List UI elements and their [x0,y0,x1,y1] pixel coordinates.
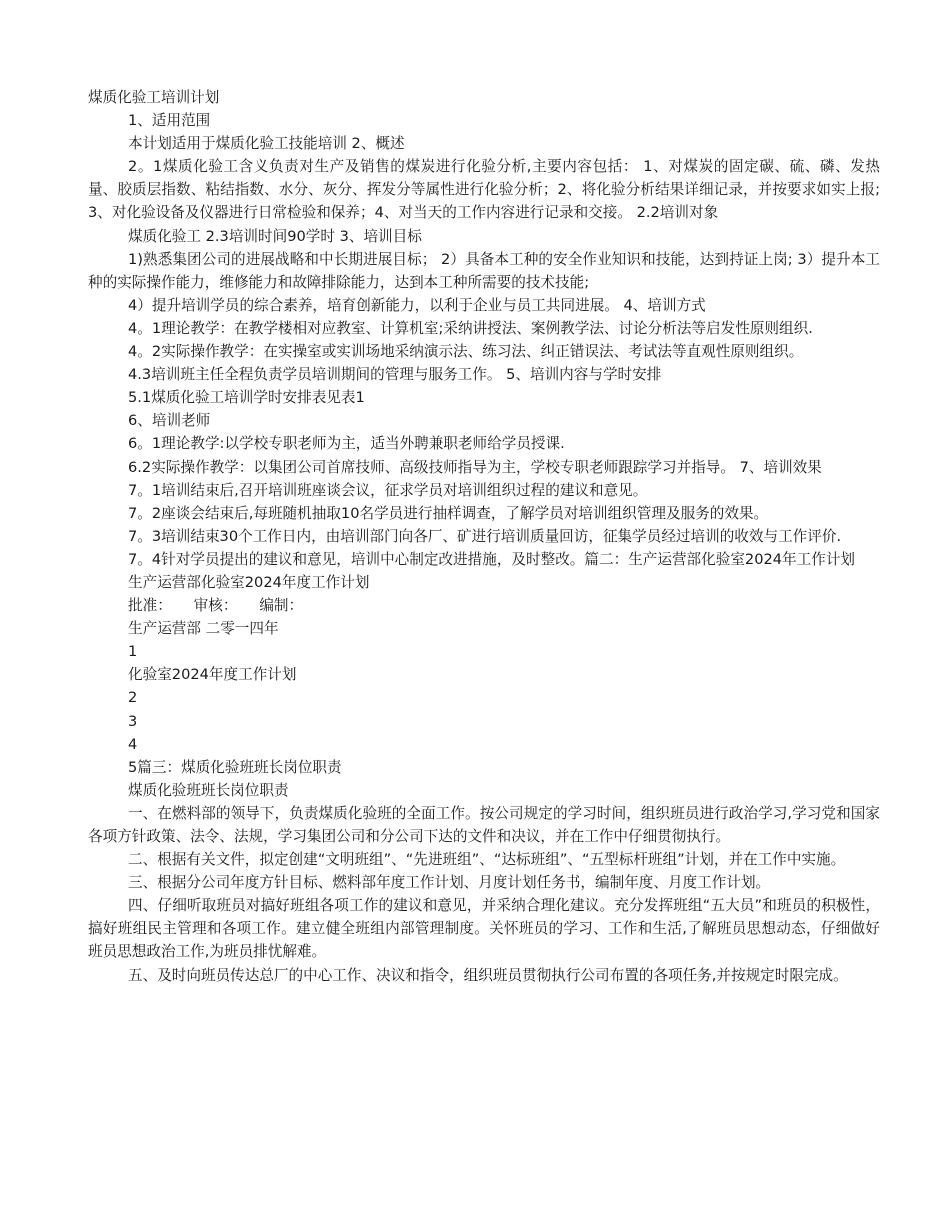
paragraph: 7。1培训结束后,召开培训班座谈会议，征求学员对培训组织过程的建议和意见。 [128,481,648,499]
paragraph: 4）提升培训学员的综合素养，培育创新能力，以利于企业与员工共同进展。 4、培训方式 [128,296,706,314]
paragraph: 化验室2024年度工作计划 [128,666,297,684]
paragraph: 6、培训老师 [128,412,211,430]
paragraph: 7。3培训结束30个工作日内，由培训部门向各厂、矿进行培训质量回访，征集学员经过培训的收效与工作评价. [128,527,842,545]
paragraph: 4。2实际操作教学：在实操室或实训场地采纳演示法、练习法、纠正错误法、考试法等直观性原则组织。 [128,343,804,361]
paragraph: 煤质化验班班长岗位职责 [128,781,289,799]
paragraph: 6.2实际操作教学：以集团公司首席技师、高级技师指导为主，学校专职老师跟踪学习并指导。 7、培训效果 [128,458,822,476]
paragraph: 煤质化验工 2.3培训时间90学时 3、培训目标 [128,227,422,245]
paragraph: 1、适用范围 [128,112,211,130]
paragraph: 生产运营部 二零一四年 [128,620,279,638]
paragraph: 1)熟悉集团公司的进展战略和中长期进展目标； 2）具备本工种的安全作业知识和技能，达到持证上岗; 3）提升本工种的实际操作能力，维修能力和故障排除能力，达到本工种所需要的技术技能; [88,250,880,291]
paragraph: 三、根据分公司年度方针目标、燃料部年度工作计划、月度计划任务书，编制年度、月度工作计划。 [128,874,771,892]
paragraph: 1 [128,643,138,661]
paragraph: 本计划适用于煤质化验工技能培训 2、概述 [128,135,405,153]
document-title: 煤质化验工培训计划 [88,89,220,106]
paragraph: 2 [128,689,138,707]
paragraph: 四、仔细听取班员对搞好班组各项工作的建议和意见，并采纳合理化建议。充分发挥班组“五大员”和班员的积极性，搞好班组民主管理和各项工作。建立健全班组内部管理制度。关怀班员的学习、工作和生活,了解班员思想动态，仔细做好班员思想政治工作,为班员排忧解难。 [88,897,880,961]
document-body [88,109,880,987]
paragraph: 7。4针对学员提出的建议和意见，培训中心制定改进措施，及时整改。篇二：生产运营部化验室2024年工作计划 [128,550,856,568]
paragraph: 4。1理论教学：在教学楼相对应教室、计算机室;采纳讲授法、案例教学法、讨论分析法等启发性原则组织. [128,319,813,337]
paragraph: 批准： 审核： 编制： [128,597,304,615]
paragraph: 2。1煤质化验工含义负责对生产及销售的煤炭进行化验分析,主要内容包括： 1、对煤炭的固定碳、硫、磷、发热量、胶质层指数、粘结指数、水分、灰分、挥发分等属性进行化验分析；2、将化验分析结果详细记录，并按要求如实上报;3、对化验设备及仪器进行日常检验和保养；4、对当天的工作内容进行记录和交接。 2.2培训对象 [88,158,880,222]
paragraph: 4 [128,735,138,753]
paragraph: 6。1理论教学:以学校专职老师为主，适当外聘兼职老师给学员授课. [128,435,565,453]
paragraph: 7。2座谈会结束后,每班随机抽取10名学员进行抽样调查，了解学员对培训组织管理及服务的效果。 [128,504,769,522]
paragraph: 二、根据有关文件，拟定创建“文明班组”、“先进班组”、“达标班组”、“五型标杆班组”计划，并在工作中实施。 [128,851,846,869]
paragraph: 五、及时向班员传达总厂的中心工作、决议和指令，组织班员贯彻执行公司布置的各项任务,并按规定时限完成。 [128,966,848,984]
paragraph: 4.3培训班主任全程负责学员培训期间的管理与服务工作。 5、培训内容与学时安排 [128,366,662,384]
paragraph: 5.1煤质化验工培训学时安排表见表1 [128,389,365,407]
paragraph: 5篇三：煤质化验班班长岗位职责 [128,758,342,776]
paragraph: 生产运营部化验室2024年度工作计划 [128,573,370,591]
paragraph: 3 [128,712,138,730]
paragraph: 一、在燃料部的领导下，负责煤质化验班的全面工作。按公司规定的学习时间，组织班员进行政治学习,学习党和国家各项方针政策、法令、法规，学习集团公司和分公司下达的文件和决议，并在工作中仔细贯彻执行。 [88,804,880,845]
